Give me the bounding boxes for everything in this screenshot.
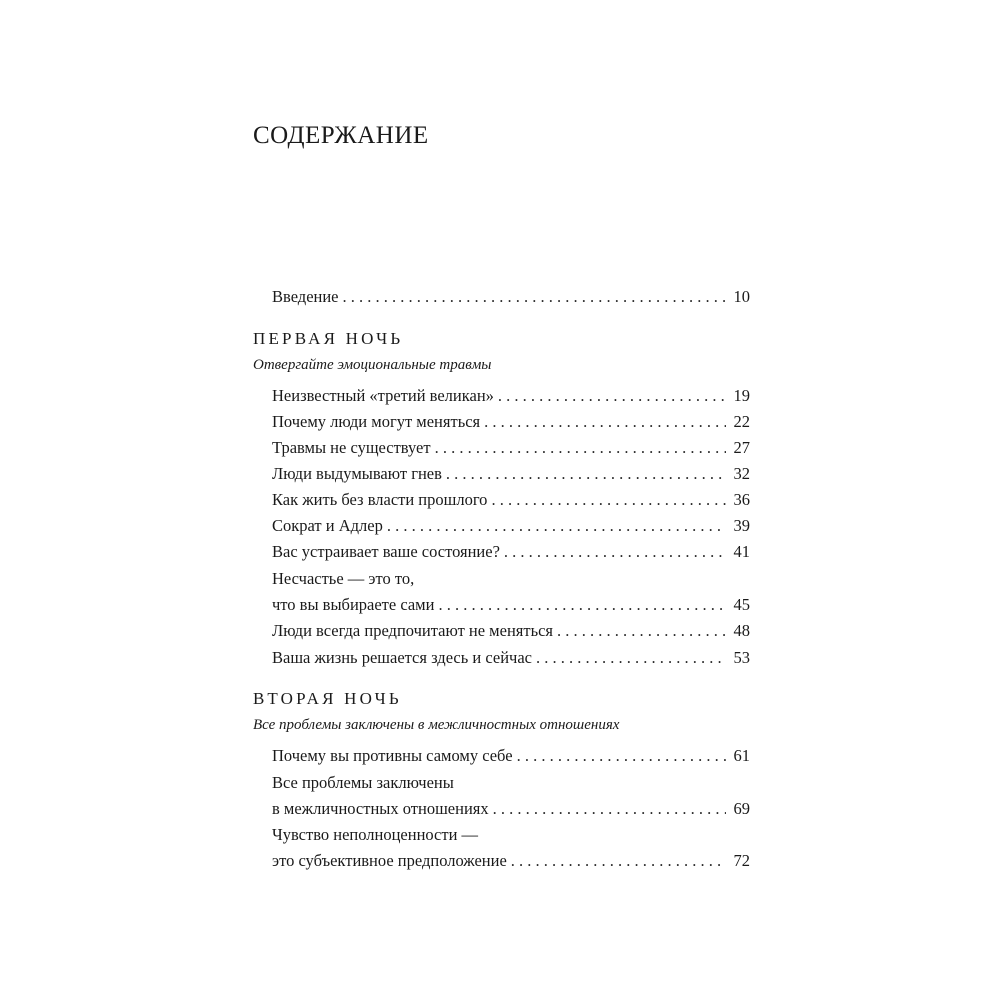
toc-entry-label: Как жить без власти прошлого [272, 490, 488, 509]
leader-dots [343, 284, 726, 310]
leader-dots [484, 409, 726, 435]
toc-entry-page: 32 [733, 464, 750, 483]
toc-title: СОДЕРЖАНИЕ [253, 122, 429, 149]
toc-entry-label: в межличностных отношениях [272, 799, 489, 818]
toc-entry[interactable] [272, 618, 750, 644]
toc-entry[interactable] [272, 848, 750, 874]
toc-entry-label: Сократ и Адлер [272, 516, 383, 535]
toc-entry-page: 72 [733, 851, 750, 870]
toc-entry-label: Люди выдумывают гнев [272, 464, 442, 483]
leader-dots [517, 743, 726, 769]
leader-dots [536, 645, 726, 671]
toc-entry-label: Люди всегда предпочитают не меняться [272, 621, 554, 640]
toc-entry-page: 53 [733, 648, 750, 667]
toc-entry-label: Ваша жизнь решается здесь и сейчас [272, 648, 532, 667]
toc-entry-page: 41 [733, 542, 750, 561]
toc-entry-label-first-line[interactable]: Все проблемы заключены [272, 773, 454, 792]
toc-entry[interactable] [272, 539, 750, 565]
toc-entry[interactable] [272, 409, 750, 435]
toc-entry-label-first-line[interactable]: Несчастье — это то, [272, 569, 415, 588]
part-subtitle-first-night: Отвергайте эмоциональные травмы [253, 357, 492, 373]
toc-entry-page: 27 [733, 438, 750, 457]
toc-entry-page: 36 [733, 490, 750, 509]
toc-entry-page: 22 [733, 412, 750, 431]
toc-entry[interactable] [272, 592, 750, 618]
toc-entry-label: Вас устраивает ваше состояние? [272, 542, 500, 561]
leader-dots [438, 592, 726, 618]
toc-entry-introduction[interactable] [272, 284, 750, 310]
toc-entry[interactable] [272, 487, 750, 513]
toc-entry[interactable] [272, 435, 750, 461]
part-title-second-night: ВТОРАЯ НОЧЬ [253, 689, 402, 708]
toc-entry-label-first-line[interactable]: Чувство неполноценности — [272, 825, 479, 844]
leader-dots [493, 796, 726, 822]
toc-entry-page: 69 [733, 799, 750, 818]
toc-entry[interactable] [272, 513, 750, 539]
toc-entry-page: 45 [733, 595, 750, 614]
toc-entry-page: 48 [733, 621, 750, 640]
toc-entry-label: Травмы не существует [272, 438, 431, 457]
toc-entry-label: что вы выбираете сами [272, 595, 435, 614]
part-title-first-night: ПЕРВАЯ НОЧЬ [253, 329, 404, 348]
part-subtitle-second-night: Все проблемы заключены в межличностных отношениях [253, 717, 620, 733]
toc-entry-page: 19 [733, 386, 750, 405]
toc-entry-page: 39 [733, 516, 750, 535]
toc-entry-label: Неизвестный «третий великан» [272, 386, 494, 405]
toc-entry[interactable] [272, 796, 750, 822]
toc-entry[interactable] [272, 461, 750, 487]
toc-entry-page: 10 [733, 287, 750, 306]
leader-dots [446, 461, 726, 487]
toc-entry[interactable] [272, 743, 750, 769]
toc-entry-label: Введение [272, 287, 339, 306]
leader-dots [498, 383, 726, 409]
leader-dots [491, 487, 726, 513]
leader-dots [511, 848, 726, 874]
leader-dots [504, 539, 726, 565]
leader-dots [387, 513, 726, 539]
toc-entry-page: 61 [733, 746, 750, 765]
leader-dots [557, 618, 726, 644]
toc-entry[interactable] [272, 383, 750, 409]
toc-entry[interactable] [272, 645, 750, 671]
toc-entry-label: Почему люди могут меняться [272, 412, 481, 431]
toc-entry-label: Почему вы противны самому себе [272, 746, 513, 765]
leader-dots [435, 435, 726, 461]
toc-entry-label: это субъективное предположение [272, 851, 507, 870]
